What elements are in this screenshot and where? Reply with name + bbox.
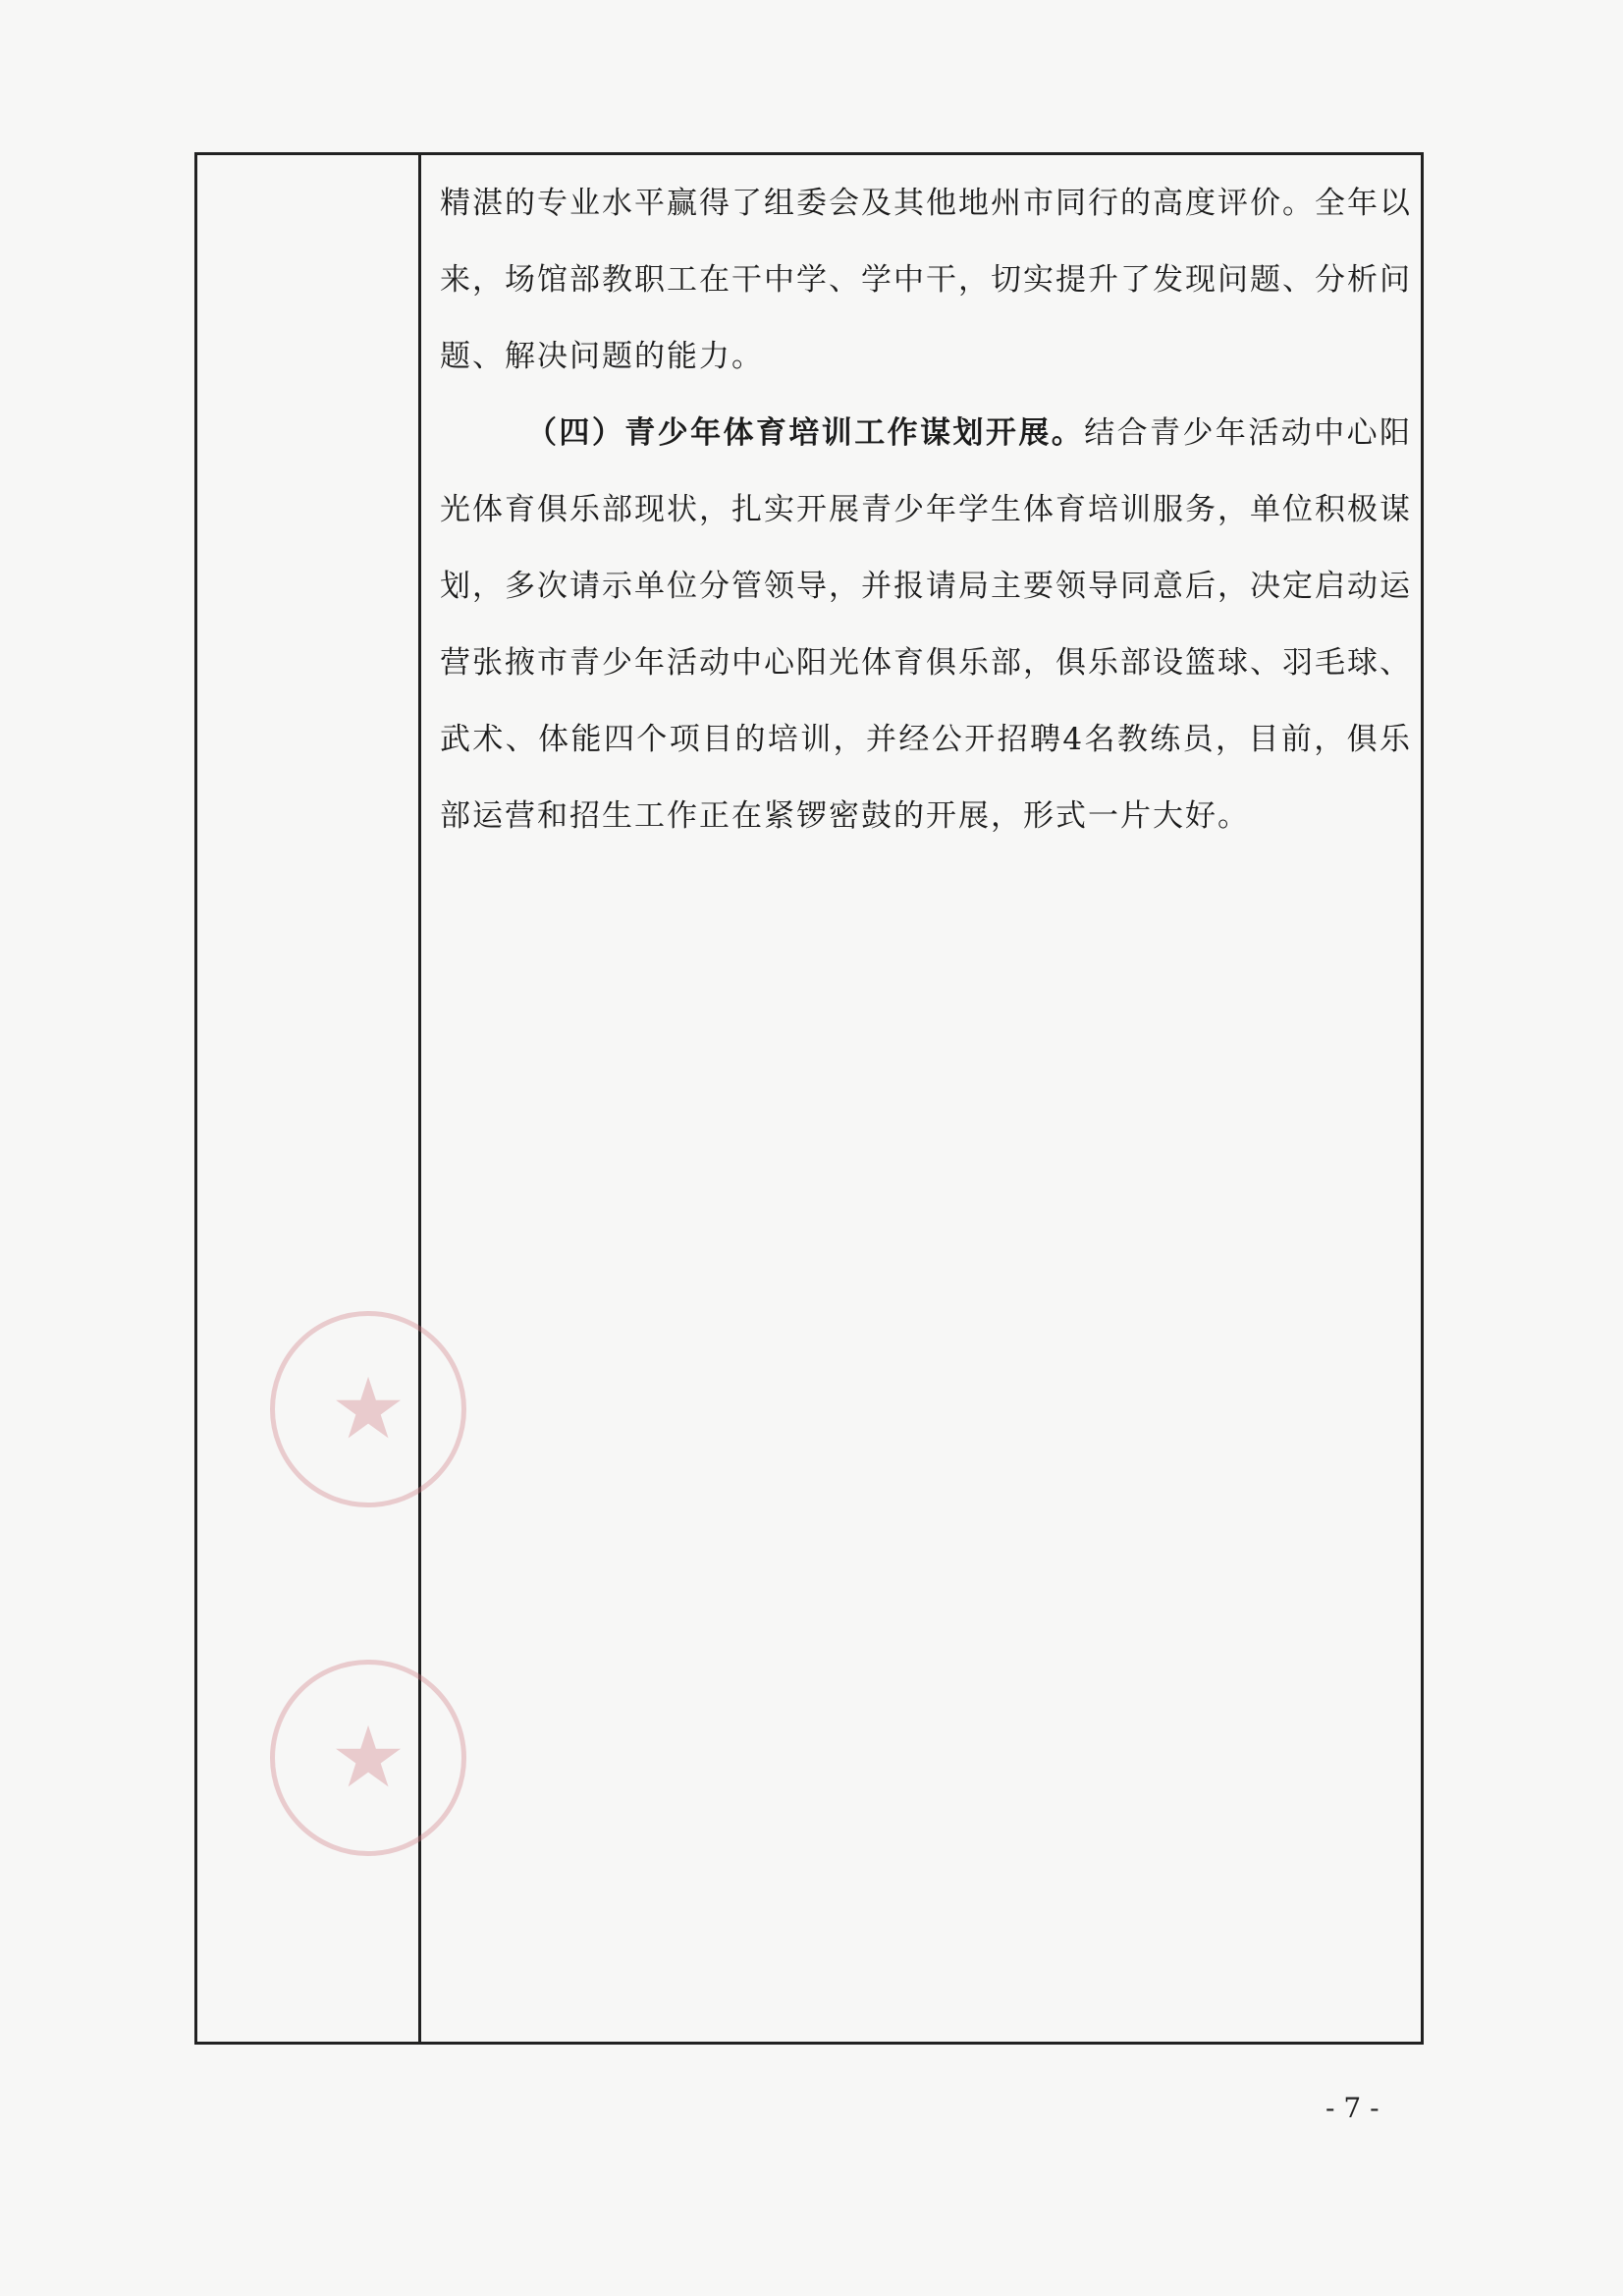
paragraph-2-heading: （四）青少年体育培训工作谋划开展。 [526, 415, 1085, 451]
seal-stamp [270, 1311, 466, 1507]
paragraph-1-text: 精湛的专业水平赢得了组委会及其他地州市同行的高度评价。全年以来，场馆部教职工在干中学、学中干，切实提升了发现问题、分析问题、解决问题的能力。 [440, 186, 1412, 374]
page-number: - 7 - [1325, 2092, 1380, 2124]
star-icon: ★ [330, 1360, 406, 1458]
paragraph-1 [440, 165, 1412, 395]
content-cell [440, 165, 1412, 854]
seal-stamp [270, 1660, 466, 1856]
paragraph-2-text: 结合青少年活动中心阳光体育俱乐部现状，扎实开展青少年学生体育培训服务，单位积极谋划，多次请示单位分管领导，并报请局主要领导同意后，决定启动运营张掖市青少年活动中心阳光体育俱乐部，俱乐部设篮球、羽毛球、武术、体能四个项目的培训，并经公开招聘4名教练员，目前，俱乐部运营和招生工作正在紧锣密鼓的开展，形式一片大好。 [440, 415, 1413, 834]
paragraph-2 [440, 395, 1412, 854]
star-icon: ★ [330, 1709, 406, 1807]
